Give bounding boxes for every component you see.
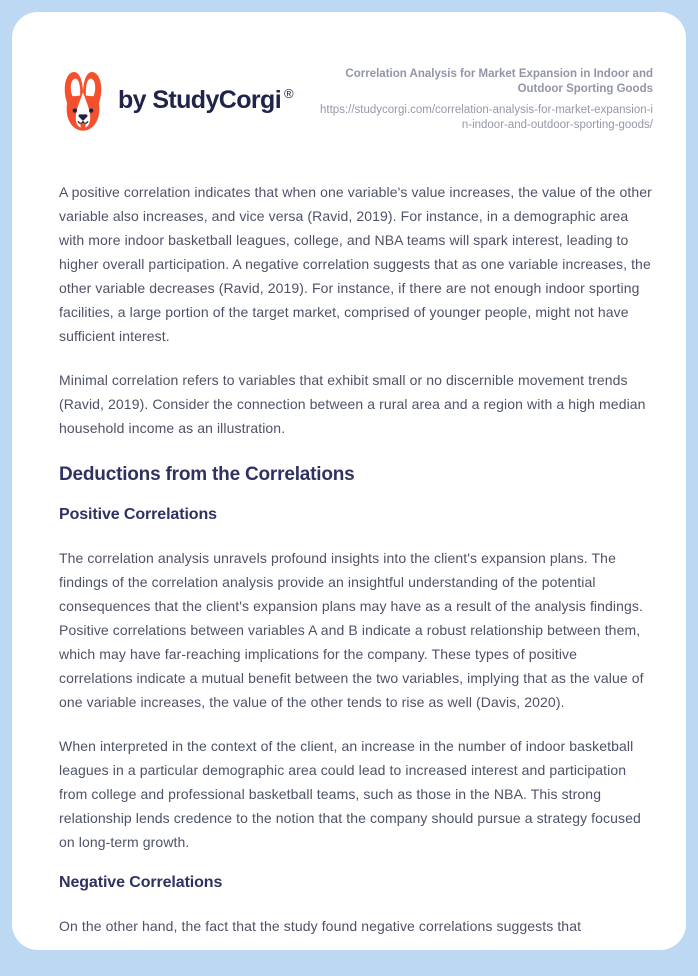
article-body <box>59 180 653 938</box>
studycorgi-logo[interactable] <box>59 66 293 134</box>
paragraph-analysis-insights: The correlation analysis unravels profound insights into the client's expansion plans. The findings of the correlation analysis provide an insightful understanding of the potential consequences that the client's expansion plans may have as a result of the analysis findings. Positive correlations between variables A and B indicate a robust relationship between them, which may have far-reaching implications for the company. These types of positive correlations indicate a mutual benefit between the two variables, implying that as the value of one variable increases, the value of the other tends to rise as well (Davis, 2020). <box>59 550 644 710</box>
paragraph-negative-correlations-truncated: On the other hand, the fact that the study found negative correlations suggests that <box>59 918 582 934</box>
document-meta <box>318 67 653 133</box>
paragraph-positive-correlation: A positive correlation indicates that when one variable's value increases, the value of the other variable also increases, and vice versa (Ravid, 2019). For instance, in a demographic area with more indoor basketball leagues, college, and NBA teams will spark interest, leading to higher overall participation. A negative correlation suggests that as one variable increases, the other variable decreases (Ravid, 2019). For instance, if there are not enough indoor sporting facilities, a large portion of the target market, comprised of younger people, might not have sufficient interest. <box>59 184 652 344</box>
heading-deductions: Deductions from the Correlations <box>59 464 355 485</box>
subheading-negative-correlations: Negative Correlations <box>59 874 223 891</box>
corgi-icon <box>59 66 107 134</box>
paragraph-client-context: When interpreted in the context of the client, an increase in the number of indoor basketball leagues in a particular demographic area could lead to increased interest and participation from college and professional basketball teams, such as those in the NBA. This strong relationship lends credence to the notion that the company should pursue a strategy focused on long-term growth. <box>59 738 641 850</box>
brand-name: by StudyCorgi ® <box>118 85 294 114</box>
document-title: Correlation Analysis for Market Expansion in Indoor and Outdoor Sporting Goods <box>345 68 653 95</box>
document-card <box>12 12 686 950</box>
document-url-link[interactable]: https://studycorgi.com/correlation-analysis-for-market-expansion-in-indoor-and-outdoor-sporting-goods/ <box>320 104 653 131</box>
subheading-positive-correlations: Positive Correlations <box>59 506 217 523</box>
paragraph-minimal-correlation: Minimal correlation refers to variables that exhibit small or no discernible movement trends (Ravid, 2019). Consider the connection between a rural area and a region with a high median household income as an illustration. <box>59 372 646 436</box>
registered-trademark: ® <box>284 85 294 101</box>
document-header <box>59 66 653 134</box>
